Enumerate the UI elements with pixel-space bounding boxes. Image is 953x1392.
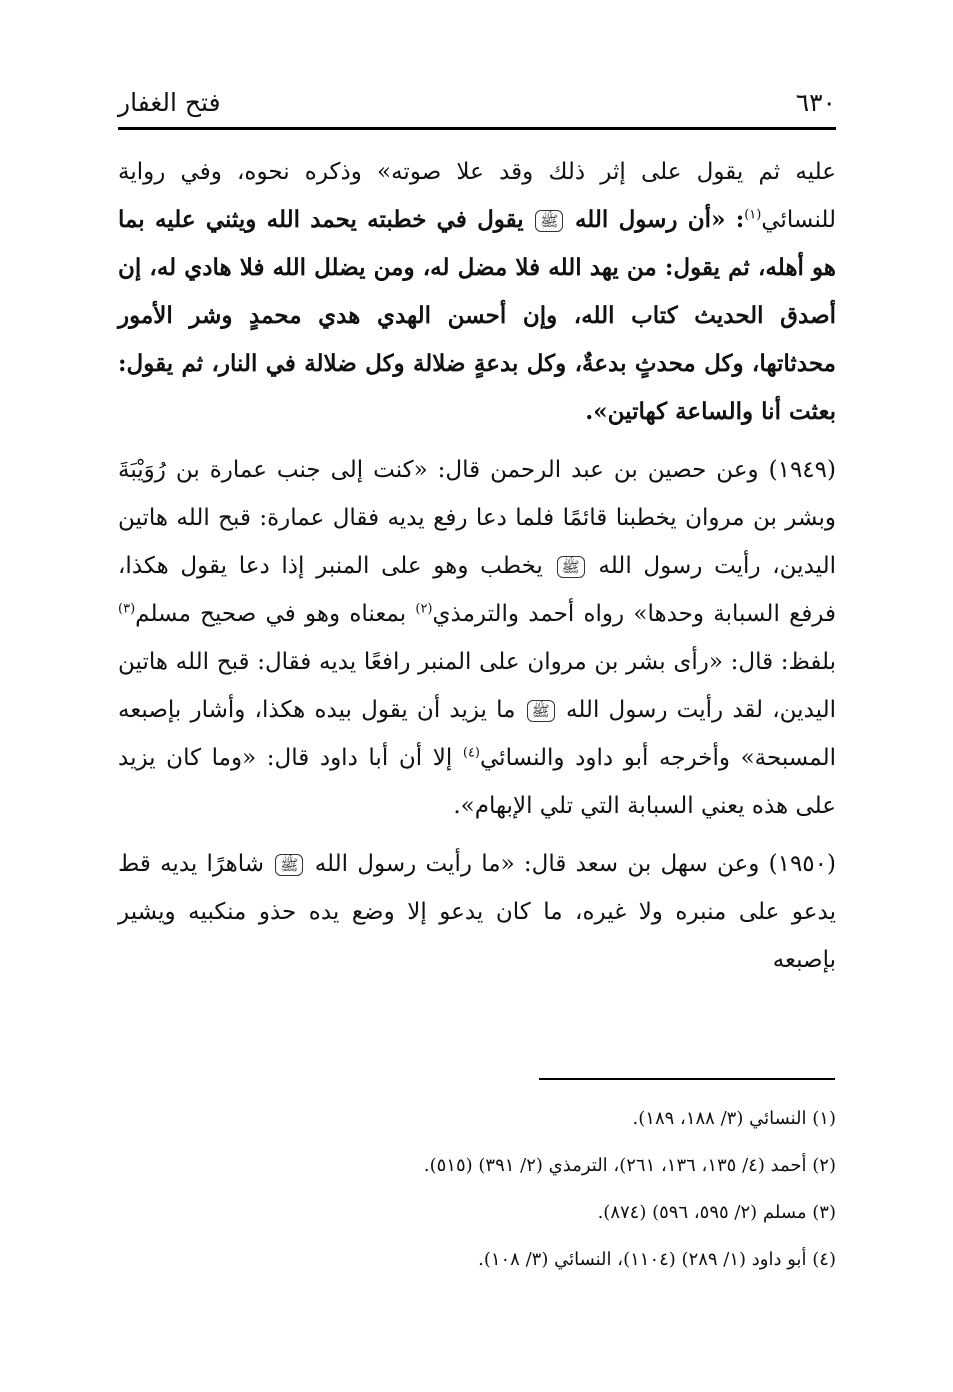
paragraph-3 — [118, 840, 836, 984]
paragraph-2-text-c: بمعناه وهو في صحيح مسلم — [135, 601, 407, 627]
paragraph-3-text-b: شاهرًا يديه قط يدعو على منبره ولا غيره، ما كان يدعو إلا وضع يده حذو منكبيه ويشير بإصبعه — [118, 851, 836, 973]
paragraph-2-text-e: ما يزيد أن يقول بيده هكذا، وأشار بإصبعه المسبحة» وأخرجه أبو داود والنسائي — [118, 697, 836, 771]
footnote-4: (٤) أبو داود (١/ ٢٨٩) (١١٠٤)، النسائي (٣/ ١٠٨). — [478, 1249, 836, 1270]
footnote-ref-2: (٢) — [415, 601, 433, 617]
paragraph-2-text-d: بلفظ: قال: «رأى بشر بن مروان على المنبر رافعًا يديه فقال: قبح الله هاتين اليدين، لقد رأيت رسول الله — [118, 649, 836, 723]
paragraph-2-text-b: يخطب وهو على المنبر إذا دعا يقول هكذا، فرفع السبابة وحدها» رواه أحمد والترمذي — [118, 553, 836, 627]
paragraph-2-text-f: إلا أن أبا داود قال: «وما كان يزيد على هذه يعني السبابة التي تلي الإبهام». — [118, 745, 836, 819]
paragraph-1-text-c: يقول في خطبته يحمد الله ويثني عليه بما هو أهله، ثم يقول: من يهد الله فلا مضل له، ومن يضلل الله فلا هادي له، إن أصدق الحديث كتاب الله، وإن أحسن الهدي هدي محمدٍ وشر الأمور محدثاتها، وكل محدثٍ بدعةٌ، وكل بدعةٍ ضلالة وكل ضلالة في النار، ثم يقول: بعثت أنا والساعة كهاتين». — [118, 206, 836, 425]
salawat-icon: ﷺ — [535, 210, 563, 232]
paragraph-3-text-a: (١٩٥٠) وعن سهل بن سعد قال: «ما رأيت رسول الله — [314, 851, 836, 877]
salawat-icon: ﷺ — [275, 854, 303, 876]
footnote-rule — [539, 1078, 835, 1080]
page-header — [118, 88, 836, 124]
footnote-2: (٢) أحمد (٤/ ١٣٥، ١٣٦، ٢٦١)، الترمذي (٢/ ٣٩١) (٥١٥). — [423, 1155, 836, 1176]
salawat-icon: ﷺ — [557, 556, 585, 578]
header-rule — [118, 127, 836, 130]
salawat-icon: ﷺ — [527, 700, 555, 722]
footnote-3: (٣) مسلم (٢/ ٥٩٥، ٥٩٦) (٨٧٤). — [597, 1202, 836, 1223]
footnote-ref-1: (١) — [744, 207, 762, 223]
paragraph-1-text-a: عليه ثم يقول على إثر ذلك وقد علا صوته» وذكره نحوه، وفي رواية للنسائي — [118, 159, 837, 233]
running-title: فتح الغفار — [118, 88, 221, 117]
footnotes — [118, 1095, 836, 1283]
footnote-ref-3: (٣) — [118, 601, 136, 617]
paragraph-2-text-a: (١٩٤٩) وعن حصين بن عبد الرحمن قال: «كنت إلى جنب عمارة بن رُوَيْبَةَ وبشر بن مروان يخطبنا قائمًا فلما دعا رفع يديه فقال عمارة: قبح الله هاتين اليدين، رأيت رسول الله — [118, 457, 836, 579]
paragraph-1-text-b: : «أن رسول الله — [574, 206, 745, 233]
footnote-1: (١) النسائي (٣/ ١٨٨، ١٨٩). — [632, 1108, 836, 1129]
footnote-ref-4: (٤) — [462, 745, 480, 761]
page-number: ٦٣٠ — [795, 88, 836, 117]
paragraph-2 — [118, 446, 836, 830]
paragraph-1 — [118, 148, 836, 436]
page-body — [118, 148, 836, 994]
